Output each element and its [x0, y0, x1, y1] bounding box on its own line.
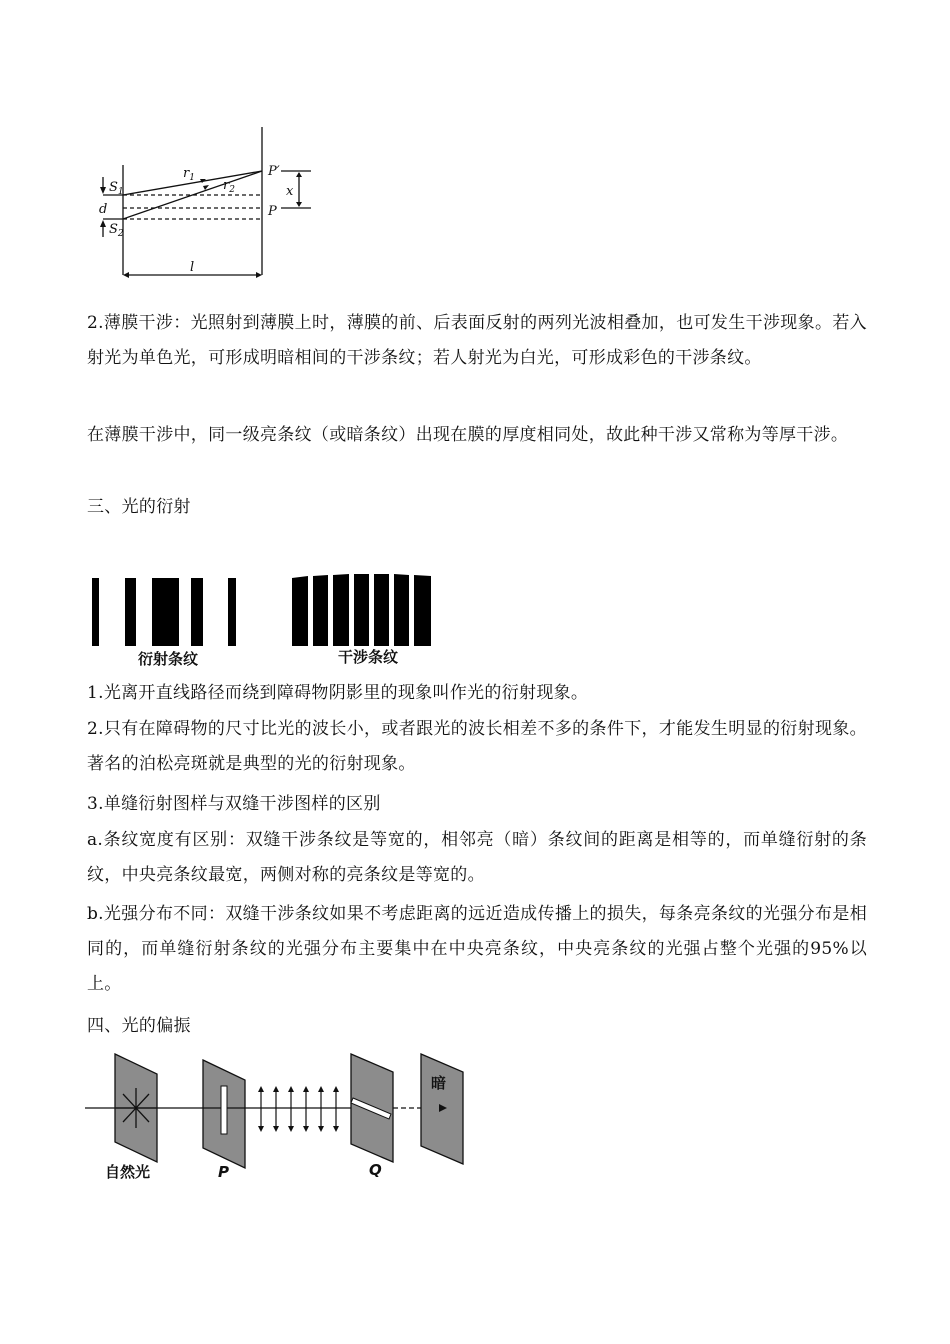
svg-text:S1: $S_1$ [109, 180, 124, 197]
svg-text:l: l [190, 260, 195, 275]
thin-film-paragraph-1: 2.薄膜干涉：光照射到薄膜上时，薄膜的前、后表面反射的两列光波相叠加，也可发生干涉现象。若入射光为单色光，可形成明暗相间的干涉条纹；若人射光为白光，可形成彩色的干涉条纹。 [87, 313, 867, 368]
svg-text:r1: $r_1$ [183, 166, 195, 183]
double-slit-diagram [85, 125, 325, 290]
heading-diffraction: 三、光的衍射 [87, 497, 191, 517]
svg-text:S2: $S_2$ [109, 222, 124, 239]
diffraction-paragraph-1: 1.光离开直线路径而绕到障碍物阴影里的现象叫作光的衍射现象。 [87, 683, 589, 703]
p-label: P [218, 1163, 229, 1181]
diffraction-paragraph-2: 2.只有在障碍物的尺寸比光的波长小，或者跟光的波长相差不多的条件下，才能发生明显的衍射现象。著名的泊松亮斑就是典型的光的衍射现象。 [87, 719, 867, 774]
svg-text:r2: $r_2$ [223, 178, 235, 195]
svg-text:P′: P′ [268, 164, 280, 179]
natural-light-label: 自然光 [105, 1163, 151, 1181]
svg-text:P: P [268, 204, 277, 219]
dark-label: 暗 [431, 1074, 447, 1092]
interference-label: 干涉条纹 [338, 648, 399, 666]
diffraction-paragraph-a: a.条纹宽度有区别：双缝干涉条纹是等宽的，相邻亮（暗）条纹间的距离是相等的，而单缝衍射的条纹，中央亮条纹最宽，两侧对称的亮条纹是等宽的。 [87, 830, 867, 885]
stripes-figure [88, 570, 448, 670]
svg-text:x: x [286, 184, 294, 199]
q-label: Q [369, 1161, 382, 1179]
heading-polarization: 四、光的偏振 [87, 1016, 191, 1036]
diffraction-paragraph-b: b.光强分布不同：双缝干涉条纹如果不考虑距离的远近造成传播上的损失，每条亮条纹的光强分布是相同的，而单缝衍射条纹的光强分布主要集中在中央亮条纹，中央亮条纹的光强占整个光强的95%以上。 [87, 904, 867, 994]
thin-film-paragraph-2: 在薄膜干涉中，同一级亮条纹（或暗条纹）出现在膜的厚度相同处，故此种干涉又常称为等厚干涉。 [87, 425, 849, 445]
svg-text:d: d [99, 202, 108, 217]
diffraction-label: 衍射条纹 [138, 650, 199, 668]
polarization-figure [85, 1050, 475, 1185]
diffraction-paragraph-3: 3.单缝衍射图样与双缝干涉图样的区别 [87, 794, 381, 814]
